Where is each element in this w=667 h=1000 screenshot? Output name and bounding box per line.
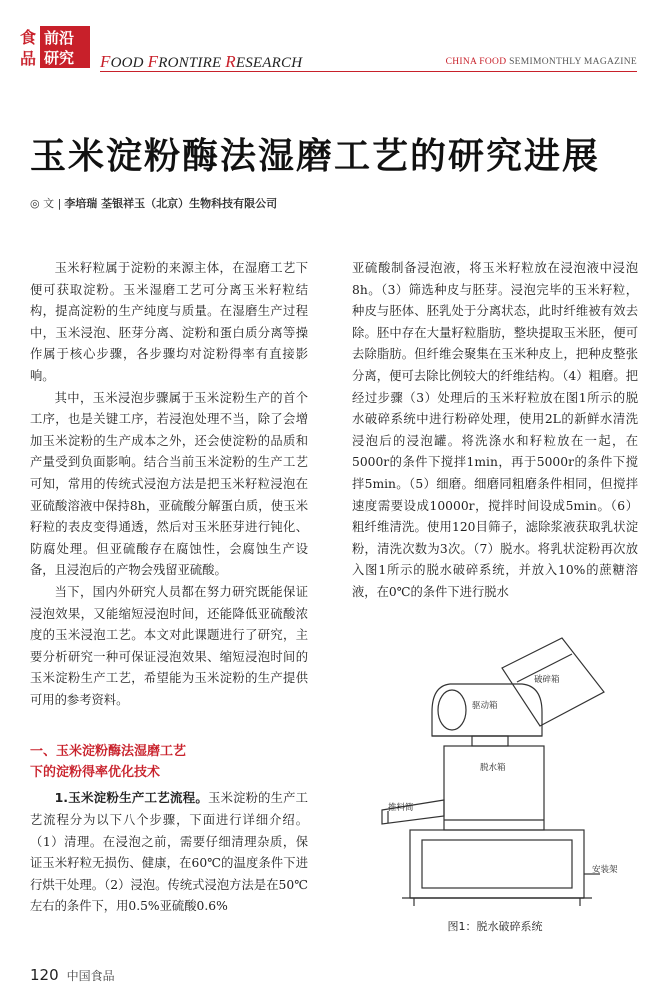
byline-prefix: ◎ 文 | — [30, 197, 62, 210]
page-number: 120 — [30, 966, 59, 984]
drive-box-label: 驱动箱 — [472, 701, 498, 711]
svg-text:品: 品 — [20, 49, 37, 68]
left-column — [30, 258, 308, 918]
header-divider — [100, 71, 637, 72]
dewater-box-label: 脱水箱 — [480, 763, 506, 773]
journal-name: 中国食品 — [66, 969, 115, 983]
paragraph: 1.玉米淀粉生产工艺流程。玉米淀粉的生产工艺流程分为以下八个步骤，下面进行详细介绍。（1）清理。在浸泡之前，需要仔细清理杂质，保证玉米籽粒无损伤、健康，在60℃的温度条件下进行烘干处理。（2）浸泡。传统式浸泡方法是在50℃左右的条件下，用0.5%亚硫酸0.6% — [30, 790, 308, 914]
svg-text:研究: 研究 — [44, 49, 75, 67]
magazine-name: CHINA FOOD SEMIMONTHLY MAGAZINE — [445, 57, 637, 67]
section-heading: 一、玉米淀粉酶法湿磨工艺 下的淀粉得率优化技术 — [30, 744, 187, 781]
figure-caption: 图1：脱水破碎系统 — [447, 920, 543, 933]
paragraph: 亚硫酸制备浸泡液，将玉米籽粒放在浸泡液中浸泡8h。（3）筛选种皮与胚芽。浸泡完毕的玉米籽粒，种皮与胚体、胚乳处于分离状态，此时纤维被有效去除。胚中存在大量籽粒脂肪，整块提取玉米胚，便可去除脂肪。但纤维会聚集在玉米种皮上，把种皮整张分离，便可去除比例较大的纤维结构。（4）粗磨。把经过步骤（3）处理后的玉米籽粒放在图1所示的脱水破碎系统中进行粉碎处理，使用2L的新鲜水清洗浸泡后的浸泡罐。将洗涤水和籽粒放在一起，在5000r的条件下搅拌1min，再于5000r的条件下搅拌5min。（5）细磨。细磨同粗磨条件相同，但搅拌速度需要设成10000r，搅拌时间设成5min。（6）粗纤维清洗。使用120目筛子，滤除浆液获取乳状淀粉，清洗次数为3次。（7）脱水。将乳状淀粉再次放入图1所示的脱水破碎系统，并放入10%的蔗糖溶液，在0℃的条件下进行脱水 — [352, 261, 638, 599]
paragraph: 当下，国内外研究人员都在努力研究既能保证浸泡效果，又能缩短浸泡时间，还能降低亚硫酸浓度的玉米浸泡工艺。本文对此课题进行了研究，主要分析研究一种可保证浸泡效果、缩短浸泡时间的玉米淀粉生产工艺，希望能为玉米淀粉的生产提供可用的参考资料。 — [30, 584, 308, 707]
right-column — [352, 258, 638, 604]
paragraph: 玉米籽粒属于淀粉的来源主体，在湿磨工艺下便可获取淀粉。玉米湿磨工艺可分离玉米籽粒结构，提高淀粉的生产纯度与质量。在湿磨生产过程中，玉米浸泡、胚芽分离、淀粉和蛋白质分离等操作属于核心步骤，各步骤均对淀粉得率有直接影响。 — [30, 261, 308, 383]
subsection-heading: 1.玉米淀粉生产工艺流程。 — [54, 790, 209, 806]
feed-chute-label: 推料筒 — [388, 803, 414, 813]
mount-frame-label: 安装架 — [592, 865, 618, 875]
magazine-logo — [18, 26, 90, 68]
article-title: 玉米淀粉酶法湿磨工艺的研究进展 — [30, 136, 601, 177]
page-footer — [30, 966, 115, 984]
authors: 李培瑞 荃银祥玉（北京）生物科技有限公司 — [64, 197, 278, 210]
byline — [30, 195, 277, 211]
svg-text:前沿: 前沿 — [44, 29, 75, 47]
dewatering-crushing-system-diagram — [352, 630, 638, 912]
brand-name-en: FOOD FRONTIRE RESEARCH — [100, 52, 303, 71]
svg-text:食: 食 — [20, 28, 37, 47]
paragraph: 其中，玉米浸泡步骤属于玉米淀粉生产的首个工序，也是关键工序，若浸泡处理不当，除了会增加玉米淀粉的生产成本之外，还会使淀粉的品质和产量受到负面影响。结合当前玉米淀粉的生产工艺可知，常用的传统式浸泡方法是把玉米籽粒浸泡在亚硫酸溶液中保持8h，亚硫酸分解蛋白质，使玉米籽粒的表皮变得通透，然后对玉米胚芽进行钝化、防腐处理。但亚硫酸存在腐蚀性，会腐蚀生产设备，且浸泡后的产物会残留亚硫酸。 — [30, 390, 308, 578]
crusher-box-label: 破碎箱 — [534, 675, 560, 685]
